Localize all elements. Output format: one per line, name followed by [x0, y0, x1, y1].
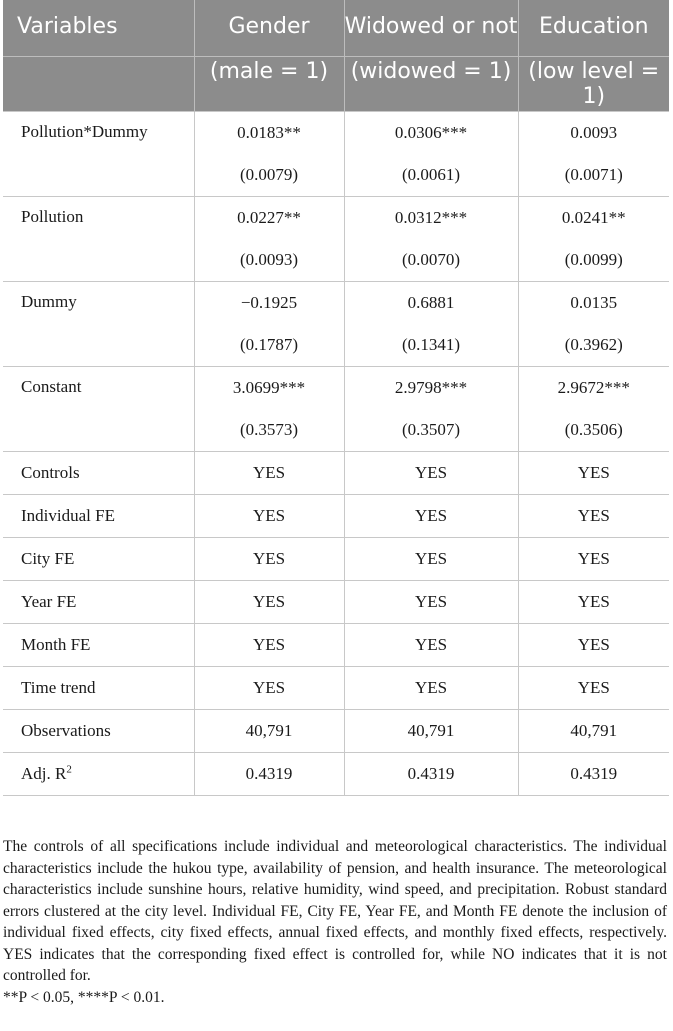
value-cell: YES [194, 495, 344, 538]
value-cell: YES [518, 452, 669, 495]
se-cell: (0.3962) [564, 335, 623, 354]
regression-table [3, 0, 669, 796]
se-cell: (0.0061) [344, 154, 518, 197]
se-cell: (0.0070) [344, 239, 518, 282]
row-label: Individual FE [3, 495, 194, 538]
coef-cell: 2.9672*** [518, 367, 669, 410]
table-row [3, 581, 669, 624]
table-row [3, 753, 669, 796]
row-label: Pollution*Dummy [3, 112, 194, 197]
coef-cell: 0.0306*** [344, 112, 518, 155]
row-label: Observations [3, 710, 194, 753]
table-row [3, 452, 669, 495]
row-label: Constant [3, 367, 194, 452]
significance-note: **P < 0.05, ****P < 0.01. [3, 988, 165, 1006]
header-widowed-sub: (widowed = 1) [344, 57, 518, 112]
regression-table-container [3, 0, 669, 796]
table-header [3, 0, 669, 112]
adj-r2-superscript: 2 [66, 763, 72, 776]
value-cell: YES [194, 538, 344, 581]
value-cell: 0.4319 [344, 753, 518, 796]
coef-cell: 0.0241** [518, 197, 669, 240]
value-cell: 40,791 [194, 710, 344, 753]
row-label: City FE [3, 538, 194, 581]
coef-cell: 0.0093 [518, 112, 669, 155]
row-label-adj-r2 [3, 753, 194, 796]
table-row [3, 667, 669, 710]
adj-r2-label: Adj. R [21, 764, 67, 783]
se-cell: (0.3507) [344, 409, 518, 452]
value-cell: YES [518, 667, 669, 710]
value-cell: YES [518, 581, 669, 624]
coef-cell: 0.0135 [518, 282, 669, 325]
table-body [3, 112, 669, 796]
row-label: Dummy [3, 282, 194, 367]
header-gender: Gender [194, 0, 344, 57]
table-row [3, 367, 669, 410]
header-row-2 [3, 57, 669, 112]
table-row [3, 197, 669, 240]
header-variables: Variables [3, 0, 194, 57]
value-cell: YES [194, 624, 344, 667]
value-cell: YES [344, 581, 518, 624]
row-label: Year FE [3, 581, 194, 624]
table-row [3, 710, 669, 753]
row-label: Month FE [3, 624, 194, 667]
table-row [3, 624, 669, 667]
coef-cell: 0.0227** [194, 197, 344, 240]
table-notes [3, 836, 667, 1008]
se-cell: (0.0093) [194, 239, 344, 282]
header-education: Education [518, 0, 669, 57]
table-row [3, 538, 669, 581]
value-cell: YES [344, 538, 518, 581]
value-cell: 0.4319 [518, 753, 669, 796]
table-row [3, 495, 669, 538]
table-row [3, 112, 669, 155]
coef-cell: 0.0183** [194, 112, 344, 155]
coef-cell: 0.6881 [344, 282, 518, 325]
value-cell: YES [518, 538, 669, 581]
row-label: Controls [3, 452, 194, 495]
se-cell: (0.0071) [564, 165, 623, 184]
se-cell: (0.3506) [564, 420, 623, 439]
header-gender-sub: (male = 1) [194, 57, 344, 112]
coef-cell: 0.0312*** [344, 197, 518, 240]
value-cell: YES [194, 581, 344, 624]
coef-cell: −0.1925 [194, 282, 344, 325]
header-variables-sub [3, 57, 194, 112]
value-cell: YES [194, 452, 344, 495]
value-cell: YES [344, 495, 518, 538]
header-education-sub: (low level = 1) [518, 57, 669, 112]
se-cell: (0.3573) [194, 409, 344, 452]
row-label: Time trend [3, 667, 194, 710]
value-cell: 40,791 [344, 710, 518, 753]
coef-cell: 2.9798*** [344, 367, 518, 410]
value-cell: YES [344, 667, 518, 710]
value-cell: YES [518, 495, 669, 538]
row-label: Pollution [3, 197, 194, 282]
value-cell: YES [344, 452, 518, 495]
coef-cell: 3.0699*** [194, 367, 344, 410]
se-cell: (0.0099) [564, 250, 623, 269]
notes-text: The controls of all specifications include individual and meteorological characteristics. The individual characteristics include the hukou type, availability of pension, and health insurance. The meteorological characteristics include sunshine hours, relative humidity, wind speed, and precipitation. Robust standard errors clustered at the city level. Individual FE, City FE, Year FE, and Month FE denote the inclusion of individual fixed effects, city fixed effects, annual fixed effects, and monthly fixed effects, respectively. YES indicates that the corresponding fixed effect is controlled for, while NO indicates that it is not controlled for. [3, 838, 667, 984]
value-cell: 40,791 [518, 710, 669, 753]
header-widowed: Widowed or not [344, 0, 518, 57]
value-cell: YES [344, 624, 518, 667]
se-cell: (0.1787) [194, 324, 344, 367]
value-cell: YES [518, 624, 669, 667]
table-row [3, 282, 669, 325]
value-cell: 0.4319 [194, 753, 344, 796]
se-cell: (0.0079) [194, 154, 344, 197]
se-cell: (0.1341) [344, 324, 518, 367]
value-cell: YES [194, 667, 344, 710]
header-row-1 [3, 0, 669, 57]
